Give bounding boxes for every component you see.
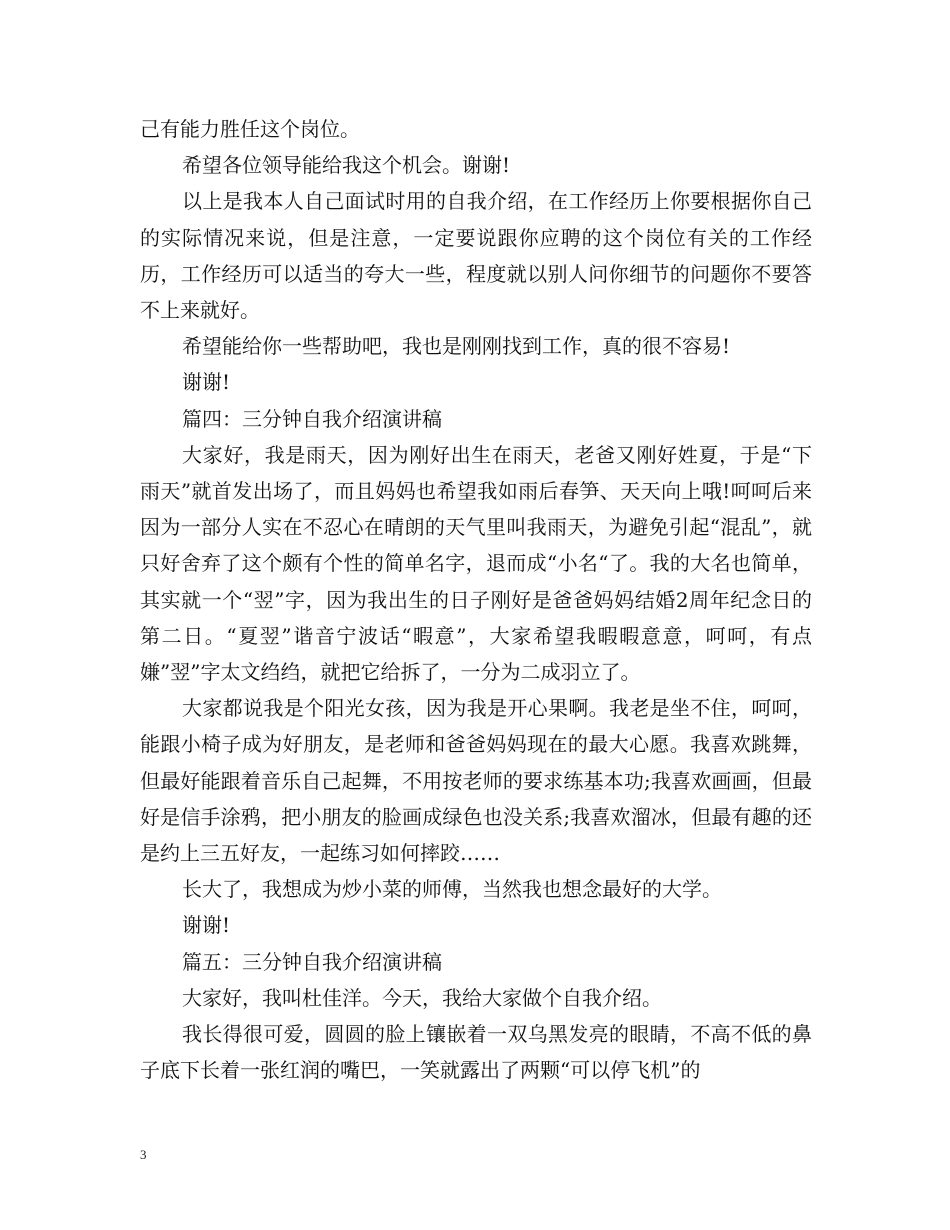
paragraph-rainy-day: 大家好，我是雨天，因为刚好出生在雨天，老爸又刚好姓夏，于是“下雨天”就首发出场了，而且妈妈也希望我如雨后春笋、天天向上哦!呵呵后来因为一部分人实在不忍心在晴朗的天气里叫我雨天，为避免引起“混乱”，就只好舍弃了这个颇有个性的简单名字，退而成“小名“了。我的大名也简单，其实就一个“翌”字，因为我出生的日子刚好是爸爸妈妈结婚2周年纪念日的第二日。“夏翌”谐音宁波话“暇意”，大家希望我暇暇意意，呵呵，有点嫌”翌”字太文绉绉，就把它给拆了，一分为二成羽立了。 (140, 442, 812, 685)
paragraph-advice: 以上是我本人自己面试时用的自我介绍，在工作经历上你要根据你自己的实际情况来说，但是注意，一定要说跟你应聘的这个岗位有关的工作经历，工作经历可以适当的夸大一些，程度就以别人问你细节的问题你不要答不上来就好。 (140, 189, 812, 323)
paragraph-thanks: 谢谢! (182, 370, 231, 395)
paragraph-appearance: 我长得很可爱，圆圆的脸上镶嵌着一双乌黑发亮的眼睛，不高不低的鼻子底下长着一张红润的嘴巴，一笑就露出了两颗“可以停飞机”的 (140, 1022, 812, 1083)
page-number: 3 (140, 1147, 147, 1162)
paragraph-future: 长大了，我想成为炒小菜的师傅，当然我也想念最好的大学。 (182, 877, 722, 902)
paragraph-thanks-request: 希望各位领导能给我这个机会。谢谢! (182, 153, 511, 178)
document-body (140, 111, 812, 1088)
paragraph-thanks-2: 谢谢! (182, 913, 231, 938)
paragraph-continuation: 己有能力胜任这个岗位。 (140, 117, 360, 141)
paragraph-hope: 希望能给你一些帮助吧，我也是刚刚找到工作，真的很不容易! (182, 334, 731, 359)
section-heading-part-five: 篇五：三分钟自我介绍演讲稿 (182, 949, 442, 974)
paragraph-sunny-girl: 大家都说我是个阳光女孩，因为我是开心果啊。我老是坐不住，呵呵，能跟小椅子成为好朋友，是老师和爸爸妈妈现在的最大心愿。我喜欢跳舞，但最好能跟着音乐自己起舞，不用按老师的要求练基本功;我喜欢画画，但最好是信手涂鸦，把小朋友的脸画成绿色也没关系;我喜欢溜冰，但最有趣的还是约上三五好友，一起练习如何摔跤…… (140, 696, 812, 866)
section-heading-part-four: 篇四：三分钟自我介绍演讲稿 (182, 406, 442, 431)
paragraph-intro: 大家好，我叫杜佳洋。今天，我给大家做个自我介绍。 (182, 985, 662, 1010)
